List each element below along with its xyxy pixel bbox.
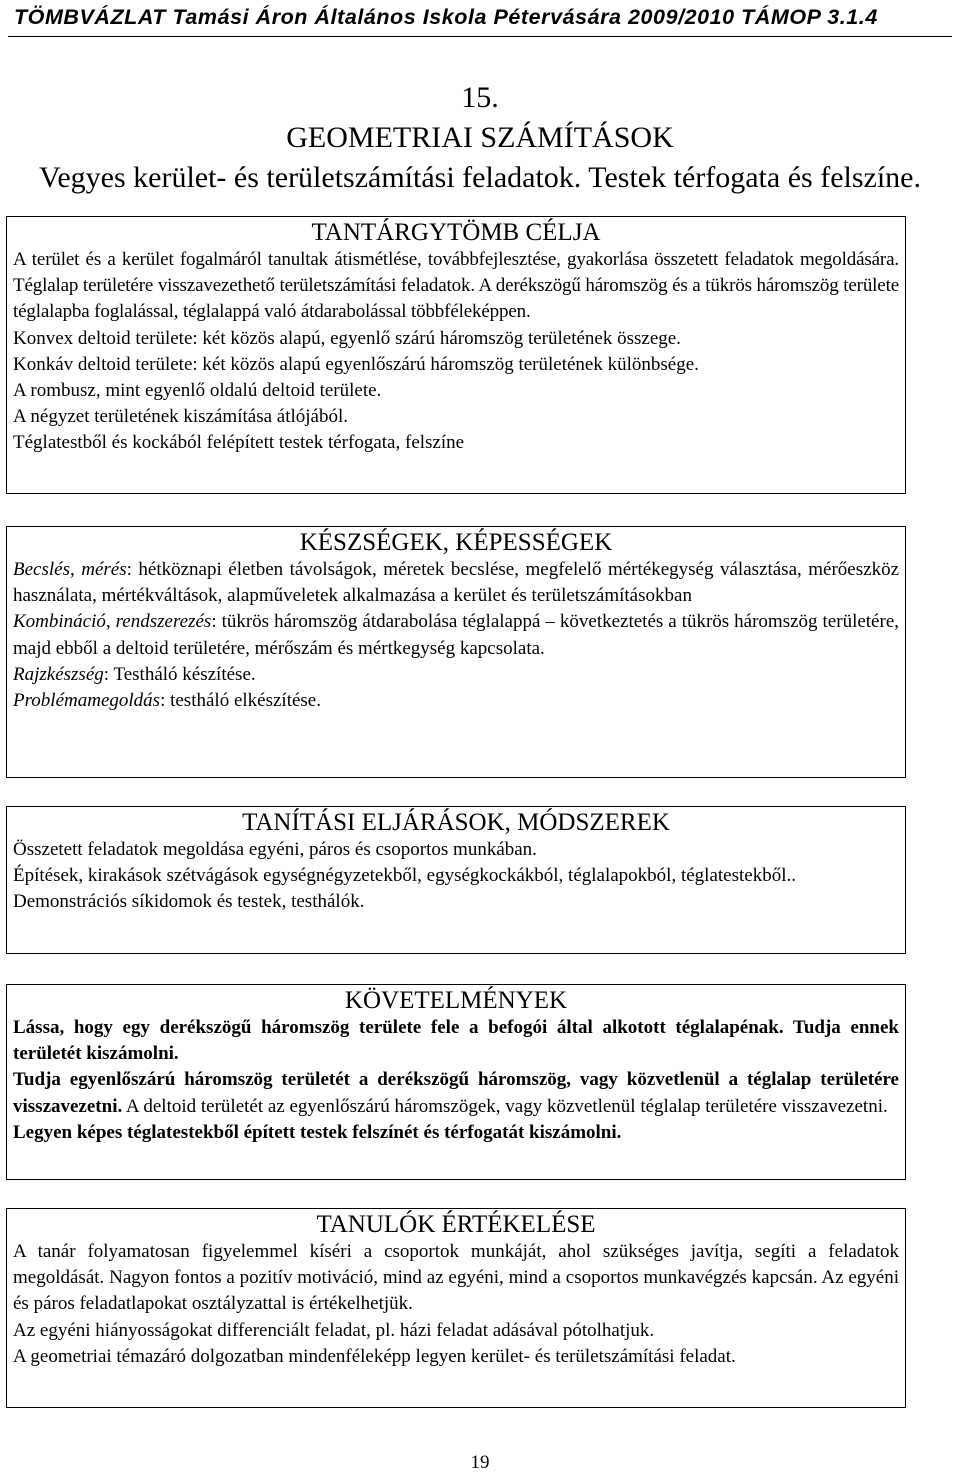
skill-text: : Testháló készítése. bbox=[103, 663, 256, 685]
paragraph: Az egyéni hiányosságokat differenciált feladat, pl. házi feladat adásával pótolhatjuk. bbox=[13, 1319, 655, 1341]
section-body bbox=[7, 1015, 905, 1146]
section-body bbox=[7, 557, 905, 714]
chapter-title: GEOMETRIAI SZÁMÍTÁSOK bbox=[286, 121, 674, 154]
skill-text: : tükrös háromszög átdarabolása téglalappá – következtetés a tükrös háromszög területére, majd ebből a deltoid területére, mérőszám és mértkegység kapcsolata. bbox=[13, 611, 899, 659]
page-number: 19 bbox=[470, 1452, 490, 1473]
paragraph: A tanár folyamatosan figyelemmel kíséri a csoportok munkáját, ahol szükséges javítja, segíti a feladatok megoldását. Nagyon fontos a pozitív motiváció, mind az egyéni, mind a csoportos munkavégzés kapcsán. Az egyéni és páros feladatlapokat osztályzattal is értékelhetjük. bbox=[13, 1241, 899, 1315]
paragraph: A négyzet területének kiszámítása átlójából. bbox=[13, 406, 349, 428]
section-keszsegek bbox=[6, 526, 906, 778]
chapter-subtitle: Vegyes kerület- és területszámítási feladatok. Testek térfogata és felszíne. bbox=[39, 161, 921, 194]
skill-item bbox=[13, 688, 899, 714]
skill-label: Kombináció, rendszerezés bbox=[13, 611, 212, 633]
paragraph: A geometriai témazáró dolgozatban mindenféleképp legyen kerület- és területszámítási feladat. bbox=[13, 1345, 736, 1367]
header-rule bbox=[8, 36, 952, 37]
paragraph: A terület és a kerület fogalmáról tanultak átismétlése, továbbfejlesztése, gyakorlása összetett feladatok megoldására. Téglalap területére visszavezethető területszámítási feladatok. A derékszögű háromszög és a tükrös háromszög területe téglalapba foglalással, téglalappá való átdarabolással többféleképpen. bbox=[13, 249, 899, 323]
paragraph: A rombusz, mint egyenlő oldalú deltoid területe. bbox=[13, 380, 382, 402]
section-title: TANULÓK ÉRTÉKELÉSE bbox=[316, 1211, 596, 1238]
requirement-normal: A deltoid területét az egyenlőszárú háromszögek, vagy közvetlenül téglalap területére visszavezetni. bbox=[122, 1095, 888, 1117]
requirement bbox=[13, 1067, 899, 1119]
section-body bbox=[7, 247, 905, 457]
section-title: KÖVETELMÉNYEK bbox=[344, 987, 568, 1014]
paragraph: Téglatestből és kockából felépített testek térfogata, felszíne bbox=[13, 432, 465, 454]
paragraph: Demonstrációs síkidomok és testek, testhálók. bbox=[13, 891, 365, 913]
section-body bbox=[7, 837, 905, 916]
skill-text: : hétköznapi életben távolságok, méretek becslése, megfelelő mértékegység választása, mérőeszköz használata, mértékváltások, alapműveletek alkalmazása a kerület és területszámításokban bbox=[13, 559, 899, 607]
skill-text: : testháló elkészítése. bbox=[160, 690, 321, 712]
skill-item bbox=[13, 662, 899, 688]
section-title: TANÍTÁSI ELJÁRÁSOK, MÓDSZEREK bbox=[242, 809, 670, 836]
skill-label: Becslés, mérés bbox=[13, 559, 127, 580]
section-title: KÉSZSÉGEK, KÉPESSÉGEK bbox=[299, 529, 613, 556]
paragraph: Építések, kirakások szétvágások egységnégyzetekből, egységkockákból, téglalapokból, téglatestekből.. bbox=[13, 865, 796, 887]
section-kovetelmenyek bbox=[6, 984, 906, 1180]
paragraph: Konvex deltoid területe: két közös alapú, egyenlő szárú háromszög területének összege. bbox=[13, 327, 681, 349]
title-block bbox=[0, 78, 960, 198]
paragraph: Konkáv deltoid területe: két közös alapú egyenlőszárú háromszög területének különbsége. bbox=[13, 353, 699, 375]
skill-item bbox=[13, 557, 899, 609]
paragraph: Összetett feladatok megoldása egyéni, páros és csoportos munkában. bbox=[13, 839, 537, 860]
requirement: Lássa, hogy egy derékszögű háromszög területe fele a befogói által alkotott téglalapénak. Tudja ennek területét kiszámolni. bbox=[13, 1017, 899, 1065]
skill-item bbox=[13, 609, 899, 661]
section-title: TANTÁRGYTÖMB CÉLJA bbox=[311, 219, 601, 246]
skill-label: Problémamegoldás bbox=[13, 690, 161, 712]
section-eljarasok bbox=[6, 806, 906, 954]
section-celja bbox=[6, 216, 906, 494]
document-header: TÖMBVÁZLAT Tamási Áron Általános Iskola Pétervására 2009/2010 TÁMOP 3.1.4 bbox=[14, 5, 878, 29]
section-body bbox=[7, 1239, 905, 1370]
requirement: Legyen képes téglatestekből épített testek felszínét és térfogatát kiszámolni. bbox=[13, 1121, 622, 1143]
skill-label: Rajzkészség bbox=[13, 663, 104, 685]
section-ertekeles bbox=[6, 1208, 906, 1408]
chapter-number: 15. bbox=[461, 81, 499, 114]
requirement-bold: Tudja egyenlőszárú háromszög területét a derékszögű háromszög, vagy közvetlenül a téglalap területére visszavezetni. bbox=[13, 1069, 899, 1117]
